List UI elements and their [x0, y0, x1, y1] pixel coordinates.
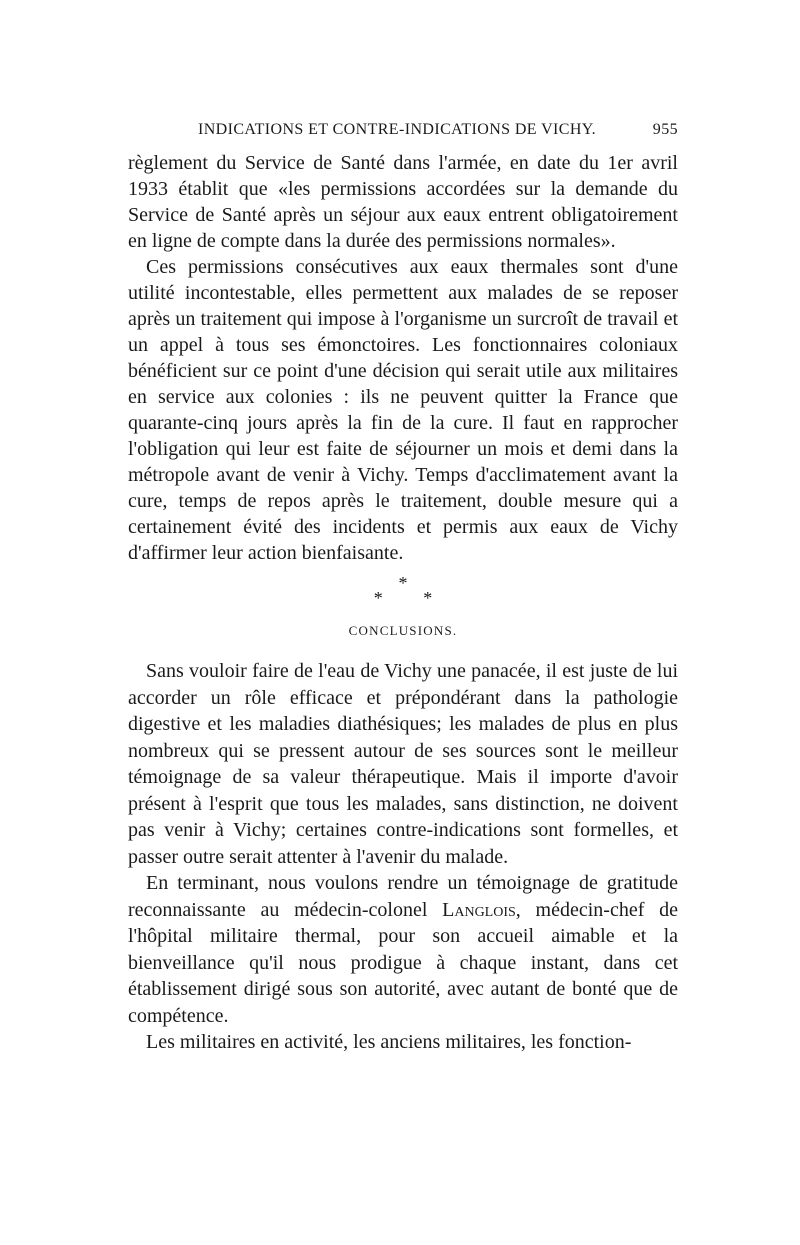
- body-text-top: [128, 150, 678, 566]
- paragraph-1: règlement du Service de Santé dans l'armée, en date du 1er avril 1933 établit que «les permissions accordées sur la demande du Service de Santé après un séjour aux eaux entrent obligatoirement en ligne de compte dans la durée des permissions normales».: [128, 152, 678, 252]
- body-text-bottom: [128, 658, 678, 1056]
- paragraph-4: [128, 870, 678, 1029]
- asterism-ornament: [128, 573, 678, 608]
- person-name: Langlois: [442, 898, 516, 921]
- page-number: 955: [652, 121, 678, 138]
- section-heading: CONCLUSIONS.: [348, 623, 458, 638]
- asterism-top: *: [398, 573, 408, 593]
- paragraph-2: Ces permissions consécutives aux eaux thermales sont d'une utilité incontestable, elles permettent aux malades de se reposer après un traitement qui impose à l'organisme un surcroît de travail et un appel à tous ses émonctoires. Les fonctionnaires coloniaux bénéficient sur ce point d'une décision qui serait utile aux militaires en service aux colonies : ils ne peuvent quitter la France que quarante-cinq jours après la fin de la cure. Il faut en rapprocher l'obligation qui leur est faite de séjourner un mois et demi dans la métropole avant de venir à Vichy. Temps d'acclimatement avant la cure, temps de repos après le traitement, double mesure qui a certainement évité des incidents et permis aux eaux de Vichy d'affirmer leur action bienfaisante.: [128, 256, 678, 564]
- paragraph-4-start: En terminant, nous voulons rendre un témoignage de gratitude reconnaissante au médecin-colonel: [128, 872, 678, 921]
- paragraph-3: Sans vouloir faire de l'eau de Vichy une panacée, il est juste de lui accorder un rôle efficace et prépondérant dans la pathologie digestive et les maladies diathésiques; les malades de plus en plus nombreux qui se pressent autour de ses sources sont le meilleur témoignage de sa valeur thérapeutique. Mais il importe d'avoir présent à l'esprit que tous les malades, sans distinction, ne doivent pas venir à Vichy; certaines contre-indications sont formelles, et passer outre serait attenter à l'avenir du malade.: [128, 660, 678, 868]
- running-title: INDICATIONS ET CONTRE-INDICATIONS DE VICHY.: [198, 121, 597, 138]
- paragraph-5: Les militaires en activité, les anciens militaires, les fonction-: [146, 1031, 632, 1053]
- running-header: [198, 110, 678, 150]
- paragraph-4-end: , médecin-chef de l'hôpital militaire thermal, pour son accueil aimable et la bienveillance qu'il nous prodigue à chaque instant, dans cet établissement dirigé sous son autorité, avec autant de bonté que de compétence.: [128, 898, 678, 1027]
- document-page: [128, 110, 678, 1056]
- asterism-bottom: * *: [373, 588, 451, 608]
